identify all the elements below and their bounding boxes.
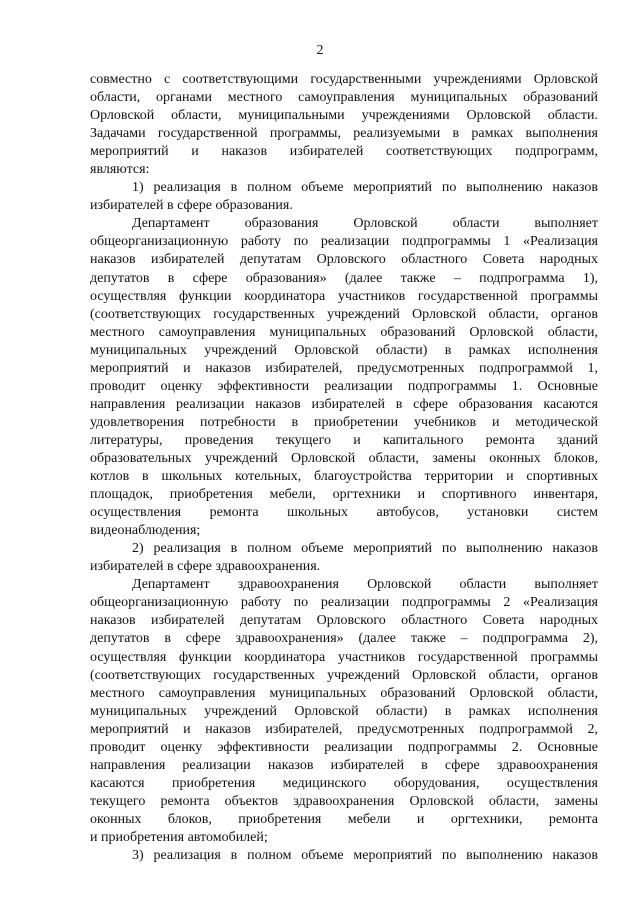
text-line: 3) реализация в полном объеме мероприятий по выполнению наказов (132, 848, 598, 864)
text-line: депутатов в сфере здравоохранения» (далее также – подпрограмма 2), (90, 631, 598, 647)
text-line: котлов в школьных котельных, благоустройства территории и спортивных (90, 469, 598, 485)
page-number: 2 (316, 43, 324, 58)
text-line: совместно с соответствующими государственными учреждениями Орловской (90, 72, 598, 87)
text-line: мероприятий и наказов избирателей соответствующих подпрограмм, (90, 144, 598, 160)
text-line: местного самоуправления муниципальных образований Орловской области, (90, 685, 598, 701)
text-line: (соответствующих государственных учреждений Орловской области, органов (90, 306, 598, 322)
text-line: наказов избирателей депутатам Орловского областного Совета народных (90, 252, 598, 268)
text-line: осуществления ремонта школьных автобусов, установки систем (90, 505, 598, 521)
text-line: осуществляя функции координатора участников государственной программы (90, 649, 598, 665)
text-line: оконных блоков, приобретения мебели и оргтехники, ремонта (90, 811, 598, 827)
text-line: осуществляя функции координатора участников государственной программы (90, 288, 598, 304)
text-line: направления реализации наказов избирателей в сфере здравоохранения (90, 757, 598, 773)
text-line: и приобретения автомобилей; (90, 829, 268, 845)
text-line: 1) реализация в полном объеме мероприятий по выполнению наказов (132, 180, 598, 196)
text-line: являются: (90, 162, 150, 178)
text-line: 2) реализация в полном объеме мероприятий по выполнению наказов (132, 541, 598, 557)
text-line: избирателей в сфере образования. (90, 198, 293, 214)
text-line: Департамент здравоохранения Орловской области выполняет (132, 577, 598, 593)
text-line: литературы, проведения текущего и капитального ремонта зданий (90, 432, 598, 448)
text-line: Задачами государственной программы, реализуемыми в рамках выполнения (90, 126, 598, 142)
text-line: (соответствующих государственных учреждений Орловской области, органов (90, 667, 598, 683)
text-line: площадок, приобретения мебели, оргтехники и спортивного инвентаря, (90, 487, 598, 503)
text-line: муниципальных учреждений Орловской области) в рамках исполнения (90, 703, 598, 719)
text-line: избирателей в сфере здравоохранения. (90, 559, 321, 575)
text-line: проводит оценку эффективности реализации подпрограммы 2. Основные (90, 739, 598, 755)
text-line: образовательных учреждений Орловской области, замены оконных блоков, (90, 450, 598, 466)
text-line: депутатов в сфере образования» (далее также – подпрограмма 1), (90, 270, 598, 286)
text-line: общеорганизационную работу по реализации подпрограммы 1 «Реализация (90, 234, 598, 250)
text-line: видеонаблюдения; (90, 523, 201, 539)
text-line: мероприятий и наказов избирателей, предусмотренных подпрограммой 1, (90, 360, 598, 376)
text-line: местного самоуправления муниципальных образований Орловской области, (90, 324, 598, 340)
document-body (90, 71, 598, 865)
text-line: наказов избирателей депутатам Орловского областного Совета народных (90, 613, 598, 629)
text-line: мероприятий и наказов избирателей, предусмотренных подпрограммой 2, (90, 721, 598, 737)
text-line: направления реализации наказов избирателей в сфере образования касаются (90, 396, 598, 412)
text-line: Департамент образования Орловской области выполняет (132, 216, 598, 232)
text-line: проводит оценку эффективности реализации подпрограммы 1. Основные (90, 378, 598, 394)
text-line: касаются приобретения медицинского оборудования, осуществления (90, 775, 598, 791)
text-line: муниципальных учреждений Орловской области) в рамках исполнения (90, 342, 598, 358)
text-line: Орловской области, муниципальными учреждениями Орловской области. (90, 108, 598, 124)
text-line: общеорганизационную работу по реализации подпрограммы 2 «Реализация (90, 595, 598, 611)
text-line: области, органами местного самоуправления муниципальных образований (90, 90, 598, 106)
text-line: удовлетворения потребности в приобретении учебников и методической (90, 414, 598, 430)
text-line: текущего ремонта объектов здравоохранения Орловской области, замены (90, 793, 598, 809)
